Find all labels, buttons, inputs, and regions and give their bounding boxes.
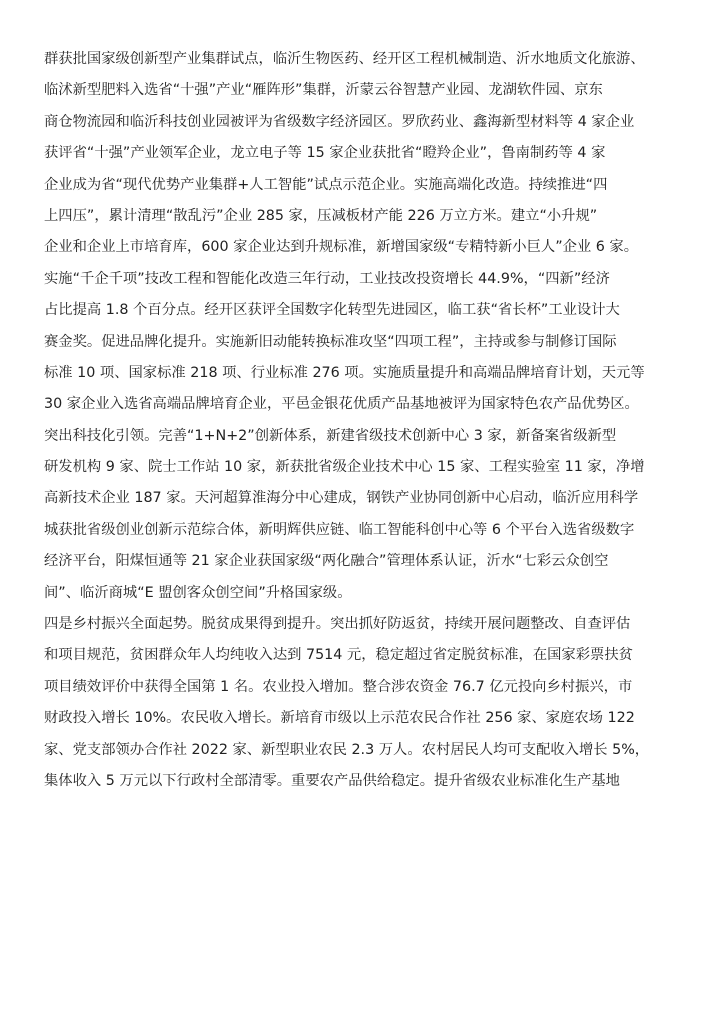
text-line: 财政投入增长 10%。农民收入增长。新培育市级以上示范农民合作社 256 家、家庭农场 122 <box>44 710 635 727</box>
text-line: 群获批国家级创新型产业集群试点，临沂生物医药、经开区工程机械制造、沂水地质文化旅游、 <box>44 51 645 67</box>
text-line: 和项目规范，贫困群众年人均纯收入达到 7514 元，稳定超过省定脱贫标准，在国家彩票扶贫 <box>44 647 633 664</box>
text-line: 城获批省级创业创新示范综合体，新明辉供应链、临工智能科创中心等 6 个平台入选省级数字 <box>44 521 635 538</box>
text-line: 家、党支部领办合作社 2022 家、新型职业农民 2.3 万人。农村居民人均可支配收入增长 5%， <box>44 741 650 758</box>
text-line: 间”、临沂商城“E 盟创客众创空间”升格国家级。 <box>44 584 352 601</box>
text-line: 标准 10 项、国家标准 218 项、行业标准 276 项。实施质量提升和高端品牌培育计划，天元等 <box>44 364 645 381</box>
paragraph-start-line: 四是乡村振兴全面起势。脱贫成果得到提升。突出抓好防返贫，持续开展问题整改、自查评估 <box>44 616 631 633</box>
text-line: 突出科技化引领。完善“1+N+2”创新体系，新建省级技术创新中心 3 家，新备案省级新型 <box>44 427 617 444</box>
text-line: 获评省“十强”产业领军企业，龙立电子等 15 家企业获批省“瞪羚企业”，鲁南制药等 4 家 <box>44 145 606 162</box>
text-line: 商仓物流园和临沂科技创业园被评为省级数字经济园区。罗欣药业、鑫海新型材料等 4 家企业 <box>44 113 635 130</box>
text-line: 赛金奖。促进品牌化提升。实施新旧动能转换标准攻坚“四项工程”，主持或参与制修订国际 <box>44 333 617 350</box>
document-body <box>44 44 684 797</box>
text-line: 实施“千企千项”技改工程和智能化改造三年行动，工业技改投资增长 44.9%，“四新”经济 <box>44 270 610 287</box>
text-line: 上四压”，累计清理“散乱污”企业 285 家，压减板材产能 226 万立方米。建立“小升规” <box>44 207 598 224</box>
text-line: 临沭新型肥料入选省“十强”产业“雁阵形”集群，沂蒙云谷智慧产业园、龙湖软件园、京东 <box>44 82 603 99</box>
text-line: 企业成为省“现代优势产业集群+人工智能”试点示范企业。实施高端化改造。持续推进“四 <box>44 176 608 193</box>
text-line: 高新技术企业 187 家。天河超算淮海分中心建成，钢铁产业协同创新中心启动，临沂应用科学 <box>44 490 639 507</box>
text-line: 项目绩效评价中获得全国第 1 名。农业投入增加。整合涉农资金 76.7 亿元投向乡村振兴，市 <box>44 678 633 695</box>
text-line: 集体收入 5 万元以下行政村全部清零。重要农产品供给稳定。提升省级农业标准化生产基地 <box>44 772 620 789</box>
text-line: 企业和企业上市培育库，600 家企业达到升规标准，新增国家级“专精特新小巨人”企业 6 家。 <box>44 239 639 256</box>
text-line: 占比提高 1.8 个百分点。经开区获评全国数字化转型先进园区，临工获“省长杯”工业设计大 <box>44 302 620 319</box>
text-line: 经济平台，阳煤恒通等 21 家企业获国家级“两化融合”管理体系认证，沂水“七彩云众创空 <box>44 553 609 570</box>
text-line: 30 家企业入选省高端品牌培育企业，平邑金银花优质产品基地被评为国家特色农产品优势区。 <box>44 396 639 413</box>
text-line: 研发机构 9 家、院士工作站 10 家，新获批省级企业技术中心 15 家、工程实验室 11 家，净增 <box>44 459 645 476</box>
